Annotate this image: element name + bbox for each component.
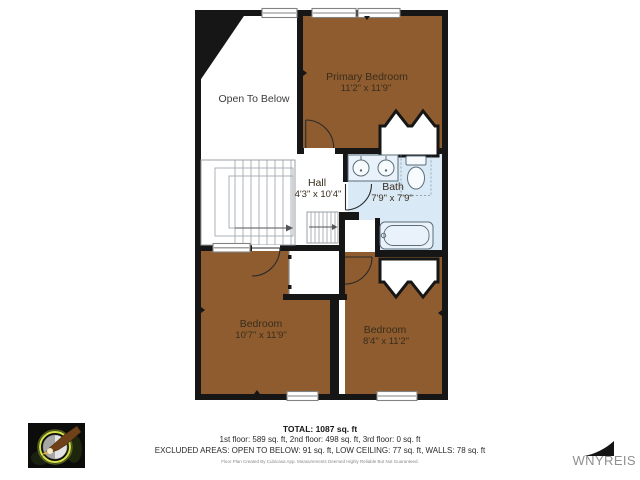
vanity-sinks-icon (348, 155, 398, 181)
agency-logo (28, 423, 85, 468)
stair-railing (213, 244, 250, 253)
window (377, 392, 417, 401)
primary-bedroom-label: Primary Bedroom (326, 71, 408, 83)
window (287, 392, 318, 401)
bedroom-left-label: Bedroom (239, 318, 283, 330)
low-ceiling-closet-area (289, 251, 339, 294)
area-summary (0, 424, 640, 465)
bedroom-right-dims: 8'4" x 11'2" (362, 336, 410, 347)
corridor-landing (345, 220, 375, 252)
bath-label: Bath (382, 181, 404, 193)
window (312, 9, 356, 18)
window (262, 9, 297, 18)
floor-plan (195, 10, 448, 400)
primary-bedroom-dims: 11'2" x 11'9" (340, 83, 392, 94)
bathtub-icon (380, 222, 433, 249)
staircase-main (201, 160, 295, 245)
total-area-text: TOTAL: 1087 sq. ft (282, 424, 358, 434)
excluded-areas-text: EXCLUDED AREAS: OPEN TO BELOW: 91 sq. ft, LOW CEILING: 77 sq. ft, WALLS: 78 sq. ft (154, 445, 486, 455)
mls-name: WNYREIS (572, 453, 636, 468)
open-to-below-label: Open To Below (218, 93, 290, 105)
hall-label: Hall (307, 177, 327, 189)
eagle-emblem-icon (28, 423, 85, 468)
floor-areas-text: 1st floor: 589 sq. ft, 2nd floor: 498 sq. ft, 3rd floor: 0 sq. ft (219, 435, 421, 444)
bedroom-right-label: Bedroom (363, 324, 407, 336)
staircase-small (307, 212, 338, 243)
hall-dims: 4'3" x 10'4" (294, 189, 342, 200)
mls-branding (560, 436, 638, 472)
bedroom-left-dims: 10'7" x 11'9" (235, 330, 287, 341)
disclaimer-text: Floor Plan Created By Cubicasa App. Measurements Deemed Highly Reliable But Not Guaranteed. (221, 459, 419, 464)
bath-dims: 7'9" x 7'9" (371, 193, 413, 204)
